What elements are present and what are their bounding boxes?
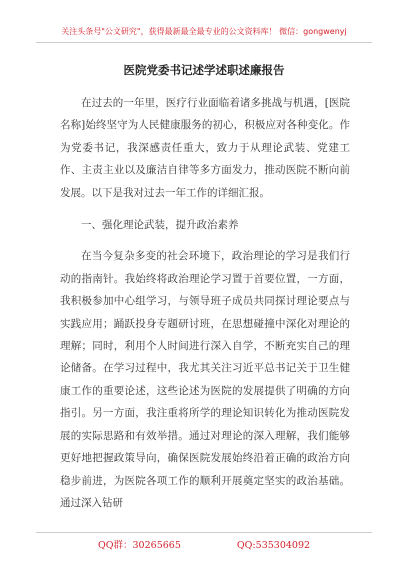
footer-divider <box>36 532 372 533</box>
section-heading-1: 一、强化理论武装，提升政治素养 <box>81 219 239 232</box>
footer <box>0 537 408 551</box>
document-title: 医院党委书记述学述职述廉报告 <box>123 63 285 77</box>
header-divider <box>36 42 372 43</box>
document-body <box>60 92 350 514</box>
footer-qq-group: QQ群：30265665 <box>97 540 181 551</box>
footer-qq: QQ:535304092 <box>236 540 311 551</box>
intro-paragraph: 在过去的一年里，医疗行业面临着诸多挑战与机遇，[医院名称]始终坚守为人民健康服务的初心，积极应对各种变化。作为党委书记，我深感责任重大，致力于从理论武装、党建工作、主责主业以及廉洁自律等多方面发力，推动医院不断向前发展。以下是我对过去一年工作的详细汇报。 <box>60 97 350 199</box>
header-banner: 关注头条号"公文研究"，获得最新最全最专业的公文资料库！ 微信：gongwenyj <box>61 27 347 36</box>
section-paragraph-1: 在当今复杂多变的社会环境下，政治理论的学习是我们行动的指南针。我始终将政治理论学习置于首要位置，一方面，我积极参加中心组学习，与领导班子成员共同探讨理论要点与实践应用；踊跃投身专题研讨班，在思想碰撞中深化对理论的理解；同时，利用个人时间进行深入自学，不断充实自己的理论储备。在学习过程中，我尤其关注习近平总书记关于卫生健康工作的重要论述，这些论述为医院的发展提供了明确的方向指引。另一方面，我注重将所学的理论知识转化为推动医院发展的实际思路和有效举措。通过对理论的深入理解，我们能够更好地把握政策导向，确保医院发展始终沿着正确的政治方向稳步前进，为医院各项工作的顺利开展奠定坚实的政治基础。通过深入钻研 <box>60 250 350 509</box>
